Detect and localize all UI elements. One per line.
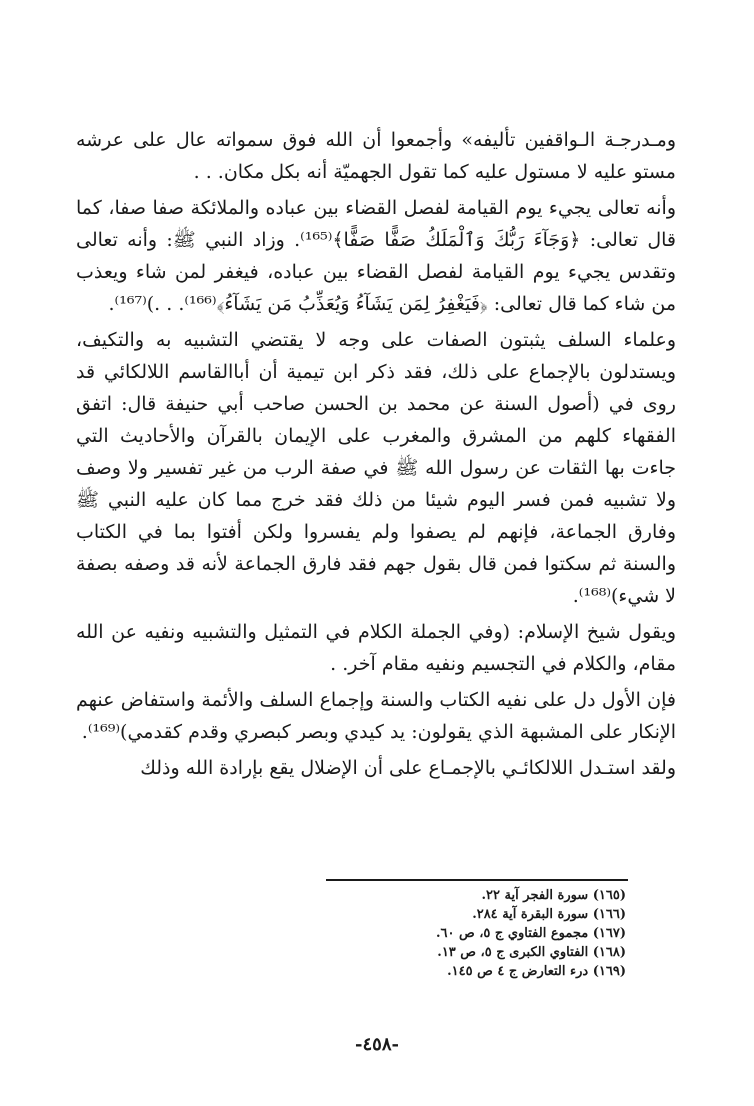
footnote: (١٦٨) الفتاوي الكبرى ج ٥، ص ١٣. <box>437 945 626 960</box>
footnote: (١٦٥) سورة الفجر آية ٢٢. <box>481 888 626 903</box>
paragraph: ولقد استـدل اللالكائـي بالإجمـاع على أن الإضلال يقع بإرادة الله وذلك <box>140 757 676 779</box>
footnote: (١٦٩) درء التعارض ج ٤ ص ١٤٥. <box>447 964 626 979</box>
page-number: -٤٥٨- <box>355 1034 399 1055</box>
paragraph: فإن الأول دل على نفيه الكتاب والسنة وإجماع السلف والأئمة واستفاض عنهم الإنكار على المشبهة الذي يقولون: يد كيدي وبصر كبصري وقدم كقدمي)⁽¹⁶⁹⁾. <box>76 689 676 743</box>
paragraph: ومـدرجـة الـواقفين تأليفه» وأجمعوا أن الله فوق سمواته عال على عرشه مستو عليه لا مستول عليه كما تقول الجهميّة أنه بكل مكان. . . <box>76 129 676 183</box>
paragraph: وعلماء السلف يثبتون الصفات على وجه لا يقتضي التشبيه به والتكيف، ويستدلون بالإجماع على ذلك، فقد ذكر ابن تيمية أن أباالقاسم اللالكائي قد روى في (أصول السنة عن محمد بن الحسن صاحب أبي حنيفة قال: اتفق الفقهاء كلهم من المشرق والمغرب على الإيمان بالقرآن والأحاديث التي جاءت بها الثقات عن رسول الله ﷺ في صفة الرب من غير تفسير ولا وصف ولا تشبيه فمن فسر اليوم شيئا من ذلك فقد خرج مما كان عليه النبي ﷺ وفارق الجماعة، فإنهم لم يصفوا ولم يفسروا ولكن أفتوا بما في الكتاب والسنة ثم سكتوا فمن قال بقول جهم فقد فارق الجماعة لأنه قد وصفه بصفة لا شيء)⁽¹⁶⁸⁾. <box>76 329 677 607</box>
paragraph: ويقول شيخ الإسلام: (وفي الجملة الكلام في التمثيل والتشبيه ونفيه عن الله مقام، والكلام في التجسيم ونفيه مقام آخر. . <box>76 621 676 675</box>
main-text <box>76 124 676 788</box>
paragraph: وأنه تعالى يجيء يوم القيامة لفصل القضاء بين عباده والملائكة صفا صفا، كما قال تعالى: ﴿وَجَآءَ رَبُّكَ وَٱلْمَلَكُ صَفًّا صَفًّا﴾⁽¹⁶⁵⁾. وزاد النبي ﷺ: وأنه تعالى وتقدس يجيء يوم القيامة لفصل القضاء بين عباده، فيغفر لمن شاء ويعذب من شاء كما قال تعالى: ﴿فَيَغْفِرُ لِمَن يَشَآءُ وَيُعَذِّبُ مَن يَشَآءُ﴾⁽¹⁶⁶⁾. . .)⁽¹⁶⁷⁾. <box>76 197 676 315</box>
footnotes <box>300 886 626 981</box>
footnote: (١٦٦) سورة البقرة آية ٢٨٤. <box>472 907 626 922</box>
footnote: (١٦٧) مجموع الفتاوي ج ٥، ص ٦٠. <box>435 926 626 941</box>
footnote-divider <box>326 879 628 881</box>
